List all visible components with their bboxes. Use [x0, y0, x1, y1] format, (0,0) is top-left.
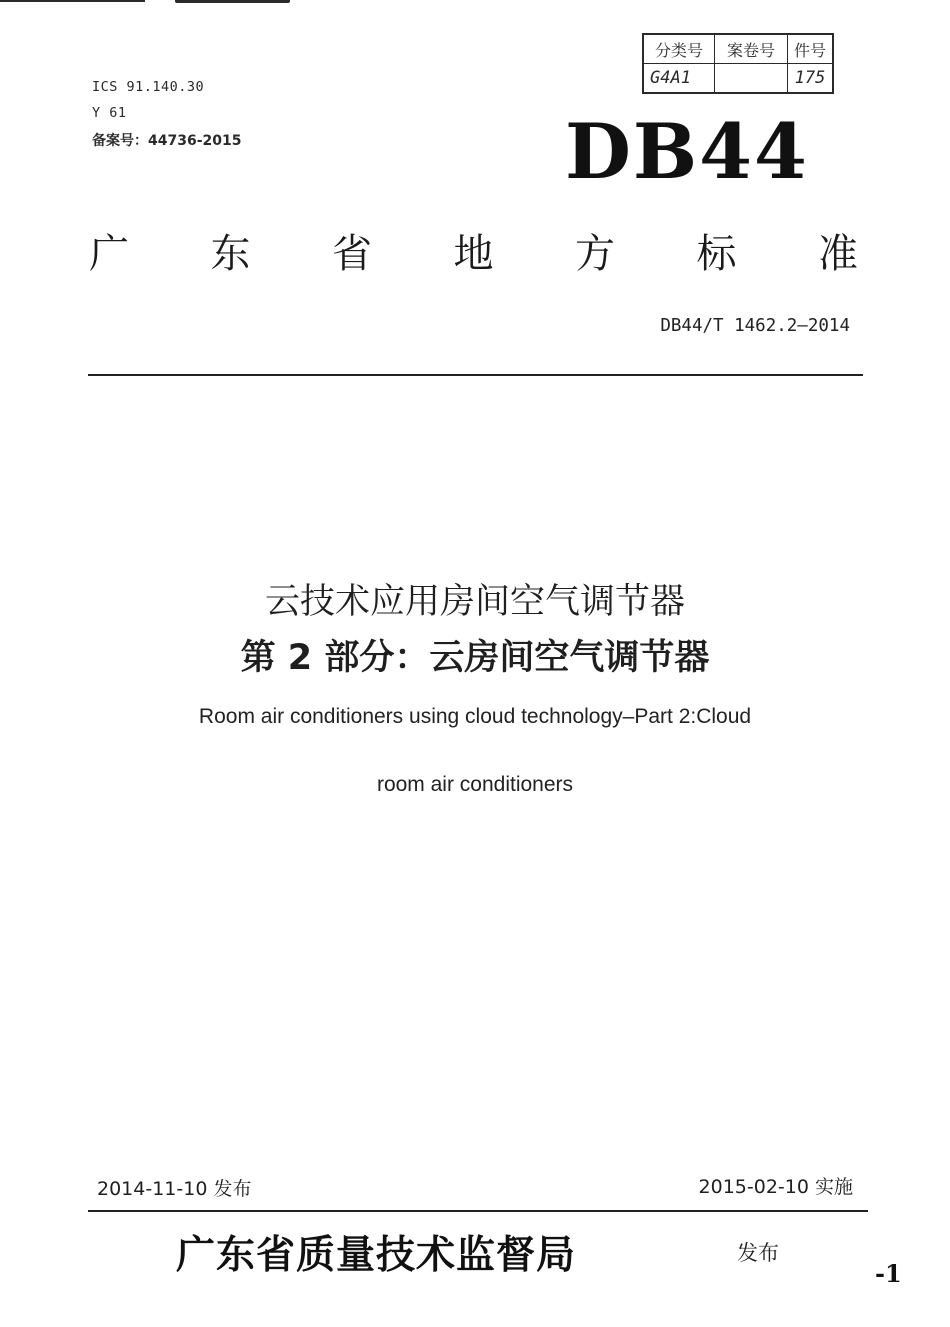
heading-char: 广: [89, 231, 129, 277]
heading-char: 方: [575, 231, 615, 277]
title-cn-line2: 第 2 部分：云房间空气调节器: [240, 638, 710, 678]
standard-logo: DB44: [565, 107, 809, 196]
filing-number: 备案号：44736-2015: [92, 133, 242, 149]
footer-divider: [88, 1210, 868, 1212]
header-divider: [88, 374, 863, 376]
stamp-header-category: 分类号: [643, 34, 715, 64]
stamp-header-volume: 案卷号: [715, 34, 788, 64]
ccs-code: Y 61: [92, 105, 127, 121]
archive-stamp-header-row: [643, 34, 833, 64]
heading-char: 标: [696, 231, 737, 277]
stamp-header-item: 件号: [788, 34, 834, 64]
heading-char: 东: [210, 231, 251, 277]
title-en-line1: Room air conditioners using cloud technology–Part 2:Cloud: [198, 705, 752, 728]
stamp-value-category: G4A1: [643, 64, 715, 94]
issue-date: 2014-11-10 发布: [97, 1178, 252, 1200]
issuing-authority: 广东省质量技术监督局: [176, 1232, 577, 1278]
archive-stamp: [642, 33, 834, 94]
title-cn-line1: 云技术应用房间空气调节器: [264, 582, 685, 622]
heading-char: 准: [818, 231, 858, 277]
scan-mark: [175, 0, 290, 3]
heading-char: 地: [453, 231, 494, 277]
standard-type-heading: [86, 222, 861, 279]
archive-stamp-value-row: [643, 64, 833, 94]
scan-mark: [0, 0, 145, 2]
stamp-value-volume: [715, 64, 788, 94]
page-mark: -1: [875, 1259, 902, 1288]
heading-char: 省: [332, 231, 372, 277]
implementation-date: 2015-02-10 实施: [698, 1176, 853, 1198]
title-en-line2: room air conditioners: [376, 773, 574, 796]
standard-number: DB44/T 1462.2—2014: [660, 316, 850, 336]
issuer-suffix: 发布: [737, 1241, 779, 1265]
ics-code: ICS 91.140.30: [92, 79, 205, 95]
stamp-value-item: 175: [788, 64, 834, 94]
